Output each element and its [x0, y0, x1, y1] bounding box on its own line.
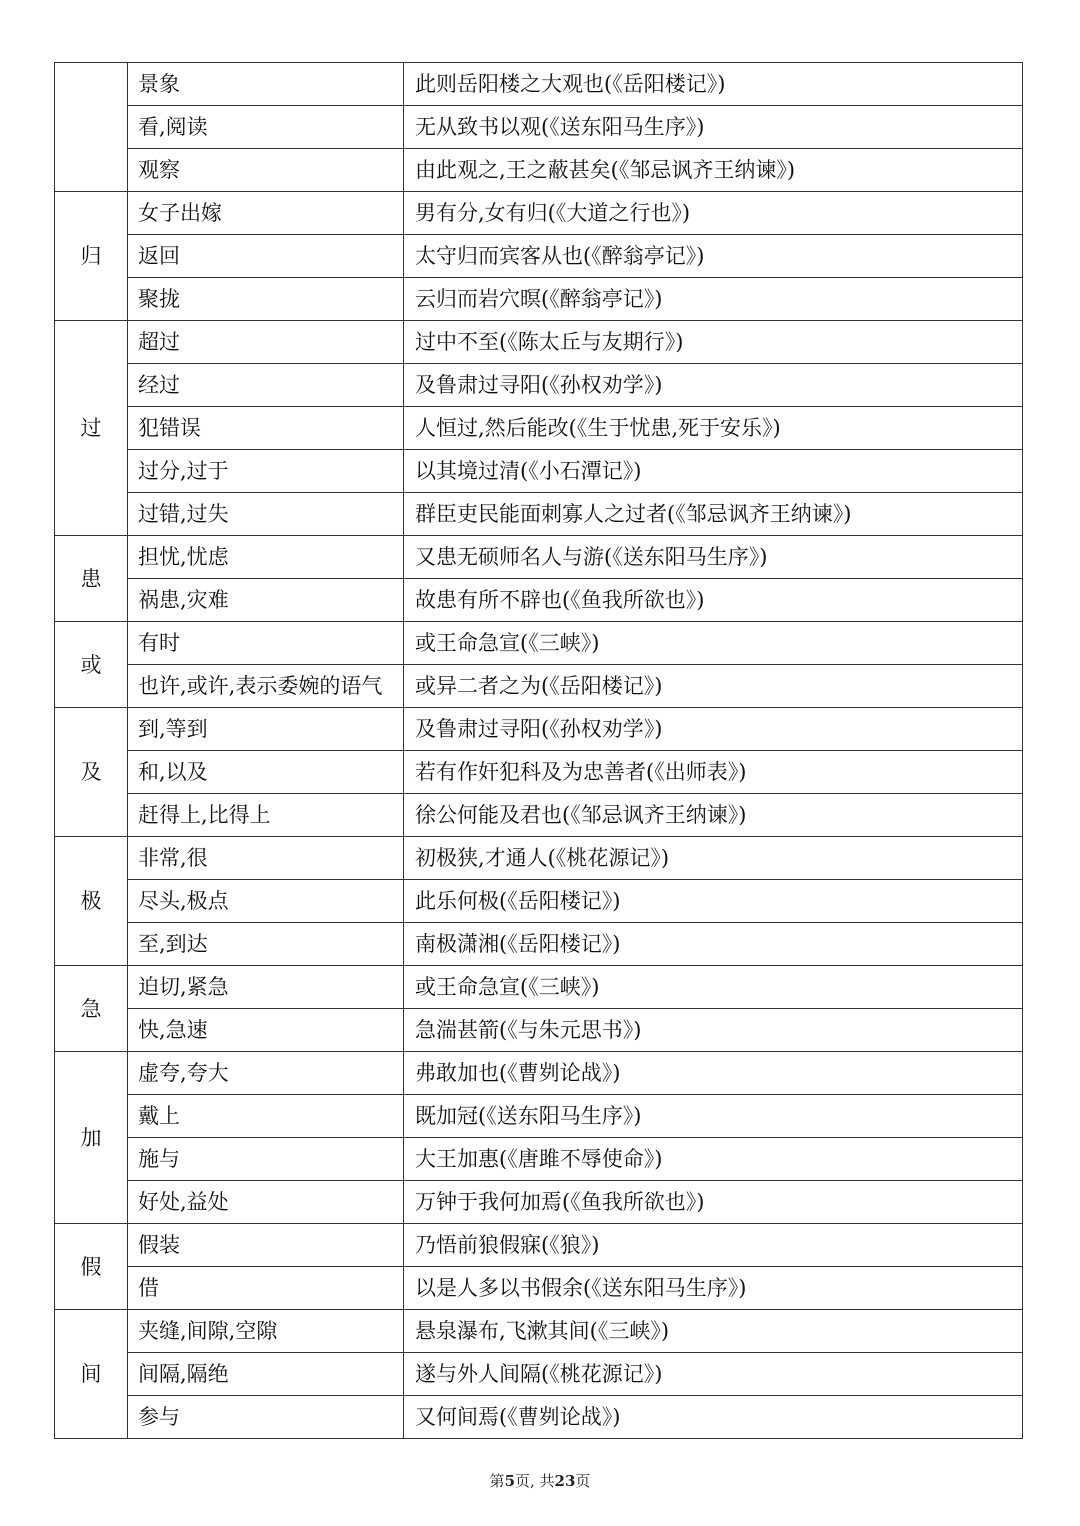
- example-cell: 万钟于我何加焉(《鱼我所欲也》): [404, 1181, 1023, 1224]
- headword-cell: 归: [55, 192, 128, 321]
- sense-row: [55, 579, 1023, 622]
- example-cell: 南极潇湘(《岳阳楼记》): [404, 923, 1023, 966]
- meaning-cell: 假装: [128, 1224, 404, 1267]
- example-cell: 故患有所不辟也(《鱼我所欲也》): [404, 579, 1023, 622]
- sense-row: [55, 665, 1023, 708]
- example-cell: 无从致书以观(《送东阳马生序》): [404, 106, 1023, 149]
- sense-row: [55, 1224, 1023, 1267]
- meaning-cell: 至,到达: [128, 923, 404, 966]
- example-cell: 既加冠(《送东阳马生序》): [404, 1095, 1023, 1138]
- sense-row: [55, 536, 1023, 579]
- example-cell: 及鲁肃过寻阳(《孙权劝学》): [404, 364, 1023, 407]
- example-cell: 悬泉瀑布,飞漱其间(《三峡》): [404, 1310, 1023, 1353]
- headword-cell: [55, 63, 128, 192]
- meaning-cell: 担忧,忧虑: [128, 536, 404, 579]
- footer-prefix: 第: [489, 1472, 505, 1490]
- example-cell: 又患无硕师名人与游(《送东阳马生序》): [404, 536, 1023, 579]
- example-cell: 或异二者之为(《岳阳楼记》): [404, 665, 1023, 708]
- sense-row: [55, 1396, 1023, 1439]
- example-cell: 又何间焉(《曹刿论战》): [404, 1396, 1023, 1439]
- total-page-count: 23: [554, 1472, 576, 1490]
- sense-row: [55, 794, 1023, 837]
- meaning-cell: 快,急速: [128, 1009, 404, 1052]
- sense-row: [55, 1138, 1023, 1181]
- sense-row: [55, 837, 1023, 880]
- sense-row: [55, 235, 1023, 278]
- meaning-cell: 非常,很: [128, 837, 404, 880]
- footer-middle: 页, 共: [515, 1472, 555, 1490]
- headword-cell: 极: [55, 837, 128, 966]
- meaning-cell: 间隔,隔绝: [128, 1353, 404, 1396]
- meaning-cell: 迫切,紧急: [128, 966, 404, 1009]
- example-cell: 此则岳阳楼之大观也(《岳阳楼记》): [404, 63, 1023, 106]
- meaning-cell: 有时: [128, 622, 404, 665]
- example-cell: 急湍甚箭(《与朱元思书》): [404, 1009, 1023, 1052]
- headword-cell: 过: [55, 321, 128, 536]
- example-cell: 人恒过,然后能改(《生于忧患,死于安乐》): [404, 407, 1023, 450]
- meaning-cell: 赶得上,比得上: [128, 794, 404, 837]
- sense-row: [55, 364, 1023, 407]
- sense-row: [55, 1095, 1023, 1138]
- sense-row: [55, 1267, 1023, 1310]
- headword-cell: 急: [55, 966, 128, 1052]
- meaning-cell: 施与: [128, 1138, 404, 1181]
- headword-cell: 假: [55, 1224, 128, 1310]
- meaning-cell: 和,以及: [128, 751, 404, 794]
- sense-row: [55, 1353, 1023, 1396]
- example-cell: 以是人多以书假余(《送东阳马生序》): [404, 1267, 1023, 1310]
- example-cell: 男有分,女有归(《大道之行也》): [404, 192, 1023, 235]
- example-cell: 过中不至(《陈太丘与友期行》): [404, 321, 1023, 364]
- example-cell: 乃悟前狼假寐(《狼》): [404, 1224, 1023, 1267]
- headword-cell: 患: [55, 536, 128, 622]
- sense-row: [55, 1052, 1023, 1095]
- example-cell: 或王命急宣(《三峡》): [404, 622, 1023, 665]
- example-cell: 若有作奸犯科及为忠善者(《出师表》): [404, 751, 1023, 794]
- meaning-cell: 虚夸,夸大: [128, 1052, 404, 1095]
- meaning-cell: 戴上: [128, 1095, 404, 1138]
- meaning-cell: 犯错误: [128, 407, 404, 450]
- meaning-cell: 看,阅读: [128, 106, 404, 149]
- sense-row: [55, 450, 1023, 493]
- example-cell: 弗敢加也(《曹刿论战》): [404, 1052, 1023, 1095]
- sense-row: [55, 149, 1023, 192]
- example-cell: 云归而岩穴暝(《醉翁亭记》): [404, 278, 1023, 321]
- meaning-cell: 夹缝,间隙,空隙: [128, 1310, 404, 1353]
- example-cell: 由此观之,王之蔽甚矣(《邹忌讽齐王纳谏》): [404, 149, 1023, 192]
- meaning-cell: 也许,或许,表示委婉的语气: [128, 665, 404, 708]
- meaning-cell: 好处,益处: [128, 1181, 404, 1224]
- sense-row: [55, 321, 1023, 364]
- example-cell: 遂与外人间隔(《桃花源记》): [404, 1353, 1023, 1396]
- example-cell: 初极狭,才通人(《桃花源记》): [404, 837, 1023, 880]
- sense-row: [55, 106, 1023, 149]
- sense-row: [55, 708, 1023, 751]
- meaning-cell: 到,等到: [128, 708, 404, 751]
- example-cell: 太守归而宾客从也(《醉翁亭记》): [404, 235, 1023, 278]
- meaning-cell: 参与: [128, 1396, 404, 1439]
- example-cell: 此乐何极(《岳阳楼记》): [404, 880, 1023, 923]
- sense-row: [55, 1181, 1023, 1224]
- meaning-cell: 尽头,极点: [128, 880, 404, 923]
- meaning-cell: 经过: [128, 364, 404, 407]
- example-cell: 徐公何能及君也(《邹忌讽齐王纳谏》): [404, 794, 1023, 837]
- sense-row: [55, 1009, 1023, 1052]
- headword-cell: 加: [55, 1052, 128, 1224]
- meaning-cell: 过分,过于: [128, 450, 404, 493]
- sense-row: [55, 880, 1023, 923]
- meaning-cell: 祸患,灾难: [128, 579, 404, 622]
- meaning-cell: 聚拢: [128, 278, 404, 321]
- vocabulary-table: [54, 62, 1023, 1439]
- example-cell: 大王加惠(《唐雎不辱使命》): [404, 1138, 1023, 1181]
- sense-row: [55, 923, 1023, 966]
- meaning-cell: 借: [128, 1267, 404, 1310]
- sense-row: [55, 278, 1023, 321]
- sense-row: [55, 407, 1023, 450]
- sense-row: [55, 622, 1023, 665]
- meaning-cell: 景象: [128, 63, 404, 106]
- meaning-cell: 女子出嫁: [128, 192, 404, 235]
- headword-cell: 或: [55, 622, 128, 708]
- vocabulary-table-body: [55, 63, 1023, 1439]
- meaning-cell: 观察: [128, 149, 404, 192]
- sense-row: [55, 192, 1023, 235]
- sense-row: [55, 63, 1023, 106]
- meaning-cell: 超过: [128, 321, 404, 364]
- example-cell: 群臣吏民能面刺寡人之过者(《邹忌讽齐王纳谏》): [404, 493, 1023, 536]
- sense-row: [55, 751, 1023, 794]
- current-page-number: 5: [504, 1472, 515, 1490]
- example-cell: 或王命急宣(《三峡》): [404, 966, 1023, 1009]
- footer-suffix: 页: [575, 1472, 591, 1490]
- meaning-cell: 过错,过失: [128, 493, 404, 536]
- sense-row: [55, 966, 1023, 1009]
- example-cell: 及鲁肃过寻阳(《孙权劝学》): [404, 708, 1023, 751]
- meaning-cell: 返回: [128, 235, 404, 278]
- headword-cell: 间: [55, 1310, 128, 1439]
- sense-row: [55, 1310, 1023, 1353]
- example-cell: 以其境过清(《小石潭记》): [404, 450, 1023, 493]
- sense-row: [55, 493, 1023, 536]
- headword-cell: 及: [55, 708, 128, 837]
- page-footer: [0, 1470, 1080, 1491]
